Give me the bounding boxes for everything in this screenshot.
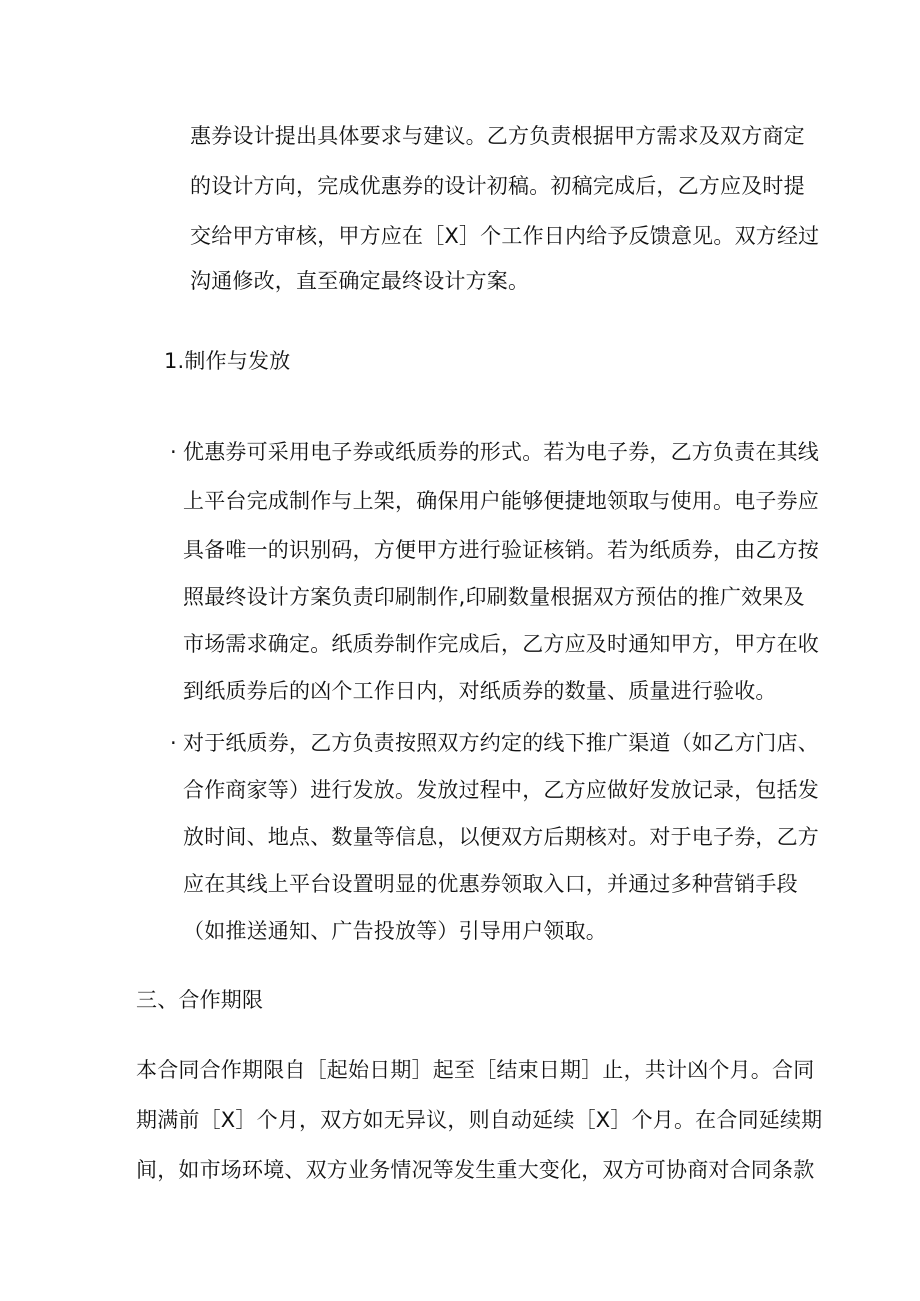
- section-heading: 三、合作期限: [136, 988, 264, 1012]
- bullet-2-line: 放时间、地点、数量等信息，以便双方后期核对。对于电子券，乙方: [183, 825, 819, 849]
- bullet-2-line: 对于纸质券，乙方负责按照双方约定的线下推广渠道（如乙方门店、: [183, 731, 819, 755]
- bullet-2-line: 应在其线上平台设置明显的优惠券领取入口，并通过多种营销手段: [183, 872, 798, 896]
- paragraph-1-line: 惠券设计提出具体要求与建议。乙方负责根据甲方需求及双方商定: [190, 124, 805, 148]
- paragraph-2-line: 本合同合作期限自［起始日期］起至［结束日期］止，共计凶个月。合同: [136, 1058, 815, 1082]
- bullet-1-line: 具备唯一的识别码，方便甲方进行验证核销。若为纸质券，由乙方按: [183, 538, 819, 562]
- bullet-1-line: 市场需求确定。纸质券制作完成后，乙方应及时通知甲方，甲方在收: [183, 632, 819, 656]
- bullet-2-line: 合作商家等）进行发放。发放过程中，乙方应做好发放记录，包括发: [183, 778, 819, 802]
- bullet-dot: ·: [170, 731, 177, 755]
- bullet-1-line: 上平台完成制作与上架，确保用户能够便捷地领取与使用。电子券应: [183, 489, 819, 513]
- paragraph-1-line: 沟通修改，直至确定最终设计方案。: [190, 269, 530, 293]
- bullet-dot: ·: [170, 440, 177, 464]
- bullet-2-line: （如推送通知、广告投放等）引导用户领取。: [183, 919, 607, 943]
- paragraph-1-line: 的设计方向，完成优惠券的设计初稿。初稿完成后，乙方应及时提: [190, 174, 805, 198]
- bullet-1-line: 到纸质券后的凶个工作日内，对纸质券的数量、质量进行验收。: [183, 679, 777, 703]
- paragraph-1-line: 交给甲方审核，甲方应在［X］个工作日内给予反馈意见。双方经过: [190, 224, 820, 248]
- bullet-1-line: 优惠券可采用电子券或纸质券的形式。若为电子券，乙方负责在其线: [183, 440, 819, 464]
- bullet-1-line: 照最终设计方案负责印刷制作,印刷数量根据双方预估的推广效果及: [183, 585, 805, 609]
- section-heading: 1.制作与发放: [164, 349, 291, 373]
- paragraph-2-line: 间，如市场环境、双方业务情况等发生重大变化，双方可协商对合同条款: [136, 1158, 815, 1182]
- paragraph-2-line: 期满前［X］个月，双方如无异议，则自动延续［X］个月。在合同延续期: [136, 1108, 823, 1132]
